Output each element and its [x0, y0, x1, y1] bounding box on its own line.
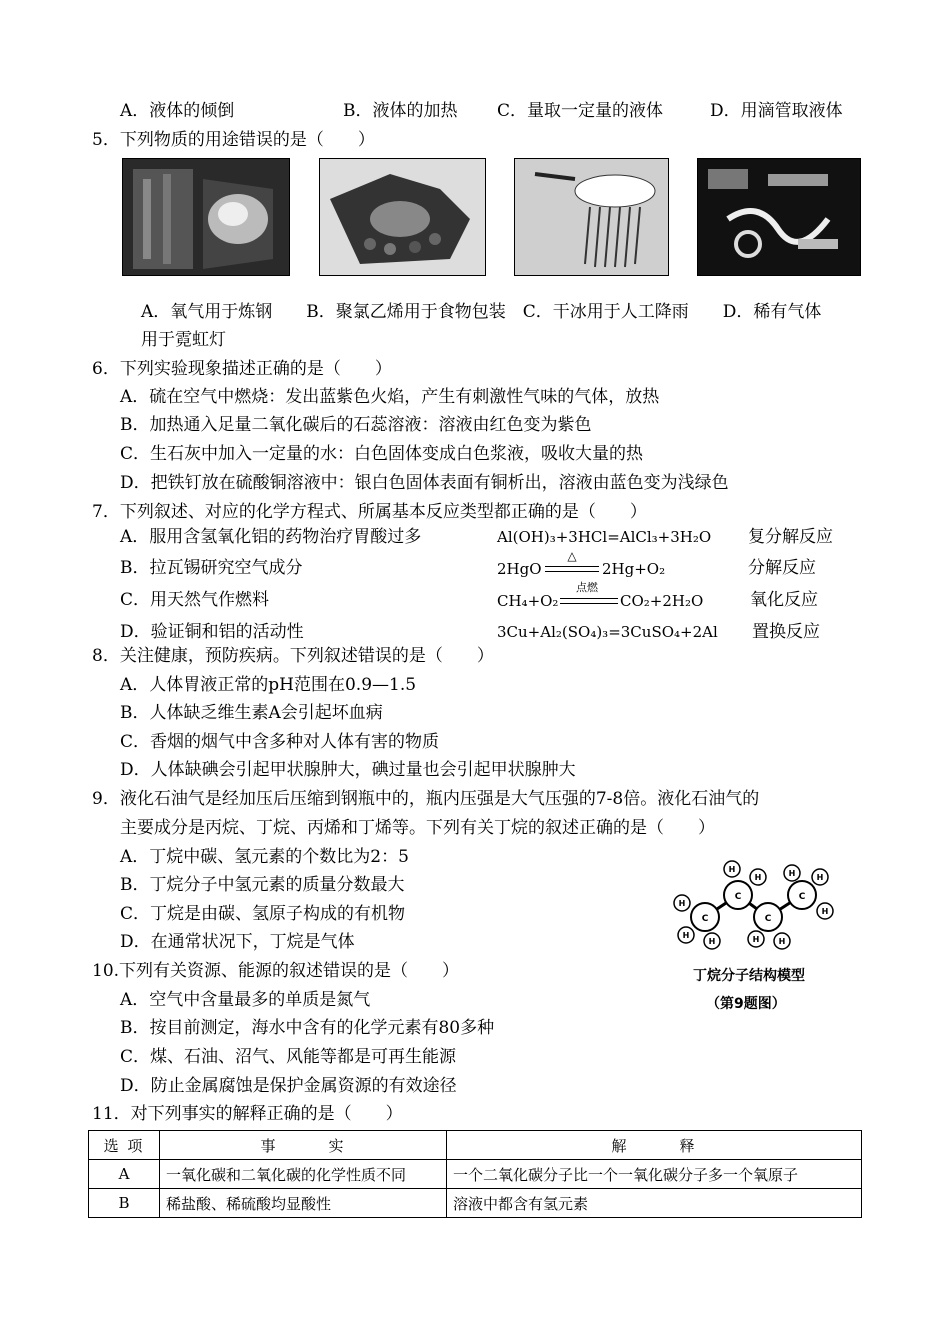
q8-option-d: D．人体缺碘会引起甲状腺肿大，碘过量也会引起甲状腺肿大	[120, 760, 576, 780]
header-option: 选 项	[89, 1131, 160, 1160]
atom-h: H	[728, 865, 736, 874]
q10-option-a: A．空气中含量最多的单质是氮气	[120, 990, 371, 1010]
q5-options-line2: 用于霓虹灯	[141, 330, 226, 350]
atom-c: C	[734, 892, 742, 902]
q7-row-a-type: 复分解反应	[748, 527, 833, 547]
q7-row-a-equation: Al(OH)₃+3HCl=AlCl₃+3H₂O	[497, 528, 712, 546]
atom-h: H	[678, 899, 686, 908]
atom-h: H	[752, 935, 760, 944]
q7-row-d-desc: D．验证铜和铝的活动性	[120, 622, 304, 642]
header-fact: 事 实	[160, 1131, 447, 1160]
atom-h: H	[682, 931, 690, 940]
q7-row-d-equation: 3Cu+Al₂(SO₄)₃=3CuSO₄+2Al	[497, 623, 718, 641]
photo-neon-lights	[697, 158, 861, 276]
table-row	[89, 1160, 862, 1189]
photo-artificial-rain	[514, 158, 669, 276]
q11-table	[88, 1130, 862, 1218]
row-explanation: 一个二氧化碳分子比一个一氧化碳分子多一个氧原子	[447, 1160, 862, 1189]
q10-option-c: C．煤、石油、沼气、风能等都是可再生能源	[120, 1047, 457, 1067]
atom-c: C	[764, 914, 772, 924]
q7-stem: 7．下列叙述、对应的化学方程式、所属基本反应类型都正确的是（ ）	[92, 502, 647, 522]
q7-row-b-desc: B．拉瓦锡研究空气成分	[120, 558, 303, 578]
photo-food-packaging	[319, 158, 486, 276]
q7-row-b-eq-sign	[545, 566, 599, 572]
q6-option-a: A．硫在空气中燃烧：发出蓝紫色火焰，产生有刺激性气味的气体，放热	[120, 387, 660, 407]
q6-stem: 6．下列实验现象描述正确的是（ ）	[92, 359, 392, 379]
q10-option-b: B．按目前测定，海水中含有的化学元素有80多种	[120, 1018, 495, 1038]
q7-row-c-eq-right: CO₂+2H₂O	[620, 592, 704, 610]
q10-option-d: D．防止金属腐蚀是保护金属资源的有效途径	[120, 1076, 457, 1096]
row-fact: 稀盐酸、稀硫酸均显酸性	[160, 1189, 447, 1218]
atom-h: H	[816, 873, 824, 882]
q6-option-c: C．生石灰中加入一定量的水：白色固体变成白色浆液，吸收大量的热	[120, 444, 644, 464]
q4-option-b: B．液体的加热	[343, 101, 458, 121]
q9-option-c: C．丁烷是由碳、氢原子构成的有机物	[120, 904, 406, 924]
q8-option-a: A．人体胃液正常的pH范围在0.9—1.5	[120, 675, 417, 695]
q10-stem: 10.下列有关资源、能源的叙述错误的是（ ）	[92, 961, 460, 981]
q4-option-a: A．液体的倾倒	[120, 101, 235, 121]
q7-row-c-type: 氧化反应	[750, 590, 818, 610]
atom-h: H	[821, 907, 829, 916]
q7-row-b-eq-condition: △	[567, 549, 577, 563]
q7-row-c-eq-left: CH₄+O₂	[497, 592, 559, 610]
q7-row-a-desc: A．服用含氢氧化铝的药物治疗胃酸过多	[120, 527, 422, 547]
q7-row-d-type: 置换反应	[752, 622, 820, 642]
q6-option-b: B．加热通入足量二氧化碳后的石蕊溶液：溶液由红色变为紫色	[120, 415, 592, 435]
q9-stem-line2: 主要成分是丙烷、丁烷、丙烯和丁烯等。下列有关丁烷的叙述正确的是（ ）	[120, 818, 715, 838]
row-option: A	[89, 1160, 160, 1189]
atom-h: H	[788, 869, 796, 878]
q7-row-c-eq-condition: 点燃	[576, 581, 598, 594]
atom-c: C	[701, 914, 709, 924]
row-explanation: 溶液中都含有氢元素	[447, 1189, 862, 1218]
atom-h: H	[778, 937, 786, 946]
row-fact: 一氧化碳和二氧化碳的化学性质不同	[160, 1160, 447, 1189]
q7-row-c-desc: C．用天然气作燃料	[120, 590, 270, 610]
q5-options-line1: A．氧气用于炼钢 B．聚氯乙烯用于食物包装 C．干冰用于人工降雨 D．稀有气体	[141, 302, 822, 322]
atom-h: H	[708, 937, 716, 946]
q7-row-b-eq-right: 2Hg+O₂	[602, 560, 666, 578]
q7-row-c-eq-sign	[560, 598, 618, 604]
q9-option-a: A．丁烷中碳、氢元素的个数比为2：5	[120, 847, 409, 867]
q8-option-b: B．人体缺乏维生素A会引起坏血病	[120, 703, 383, 723]
q4-option-c: C．量取一定量的液体	[497, 101, 664, 121]
q7-row-b-eq-left: 2HgO	[497, 560, 542, 578]
table-header-row	[89, 1131, 862, 1160]
table-row	[89, 1189, 862, 1218]
q9-option-d: D．在通常状况下，丁烷是气体	[120, 932, 355, 952]
row-option: B	[89, 1189, 160, 1218]
q11-stem: 11．对下列事实的解释正确的是（ ）	[92, 1104, 403, 1124]
atom-c: C	[798, 892, 806, 902]
q7-row-b-type: 分解反应	[748, 558, 816, 578]
figure-caption: （第9题图）	[706, 996, 786, 1012]
figure-title: 丁烷分子结构模型	[693, 968, 805, 984]
atom-h: H	[754, 873, 762, 882]
q8-option-c: C．香烟的烟气中含多种对人体有害的物质	[120, 732, 440, 752]
q8-stem: 8．关注健康，预防疾病。下列叙述错误的是（ ）	[92, 646, 494, 666]
q5-stem: 5．下列物质的用途错误的是（ ）	[92, 130, 375, 150]
photo-steelmaking	[122, 158, 290, 276]
header-explanation: 解 释	[447, 1131, 862, 1160]
butane-model-figure	[660, 855, 850, 1015]
q4-option-d: D．用滴管取液体	[710, 101, 843, 121]
q9-option-b: B．丁烷分子中氢元素的质量分数最大	[120, 875, 405, 895]
q6-option-d: D．把铁钉放在硫酸铜溶液中：银白色固体表面有铜析出，溶液由蓝色变为浅绿色	[120, 473, 729, 493]
q9-stem-line1: 9．液化石油气是经加压后压缩到钢瓶中的，瓶内压强是大气压强的7-8倍。液化石油气的	[92, 789, 760, 809]
